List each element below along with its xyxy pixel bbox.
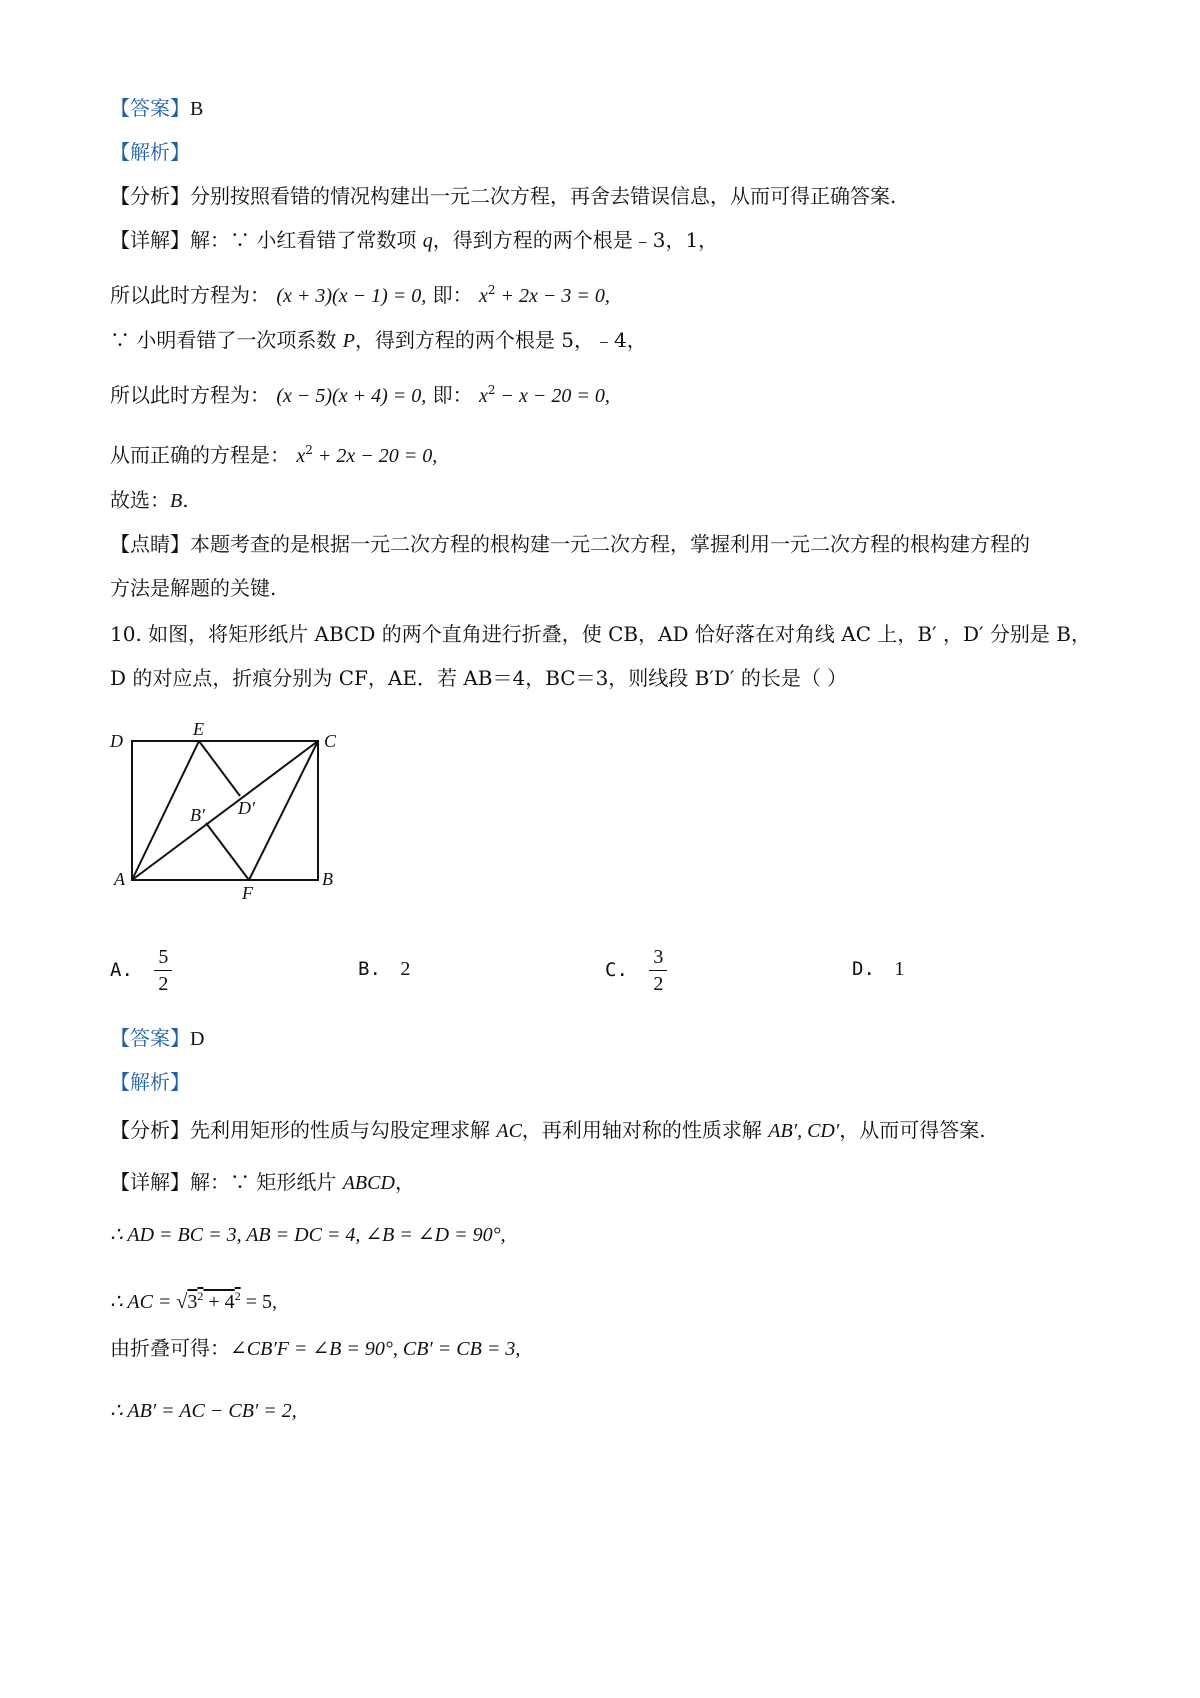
label-b: B (322, 869, 333, 889)
choice-a[interactable] (110, 944, 172, 997)
q10-step3-prefix: 由折叠可得： (110, 1336, 230, 1360)
choice-a-fraction (154, 944, 172, 997)
q10-stem-line-2 (110, 664, 847, 692)
q10-xiangjie-text: 解：∵ 矩形纸片 (190, 1170, 343, 1194)
q9-line3-text-1: ∵ 小明看错了一次项系数 (110, 328, 343, 352)
choice-d-letter: D. (852, 958, 875, 980)
segment-bf (206, 823, 249, 880)
q9-analysis-line (110, 138, 190, 166)
q10-step2-radicand (187, 1291, 240, 1313)
q10-step1 (110, 1220, 506, 1249)
q9-line5-eq-sup: 2 (305, 443, 313, 457)
q9-dianjing-line-2 (110, 574, 276, 602)
choice-b-letter: B. (358, 958, 381, 980)
q9-line4-eq2-a: x (478, 385, 488, 407)
q9-line6 (110, 486, 189, 515)
q9-line3-text-2: ，得到方程的两个根是 5，﹣4， (354, 328, 647, 352)
q9-var-p: P (342, 330, 355, 352)
q10-step4-eq: ∴ AB′ = AC − CB′ = 2, (110, 1400, 297, 1422)
crease-ae (132, 741, 199, 880)
q9-line2-prefix: 所以此时方程为： (110, 283, 270, 307)
q9-line5-eq-b: + 2x − 20 = 0, (312, 445, 438, 467)
q9-line2-mid: 即： (432, 283, 473, 307)
q9-line5-eq-a: x (296, 445, 306, 467)
q10-stem-2: D 的对应点，折痕分别为 CF，AE．若 AB＝4，BC＝3，则线段 B′D′ 的长是（ ） (110, 666, 848, 690)
fenxi-tag: 【分析】 (110, 1118, 190, 1142)
q9-line2-eq2-a: x (478, 285, 488, 307)
q10-answer-line (110, 1024, 204, 1053)
q9-fenxi-text: 分别按照看错的情况构建出一元二次方程，再舍去错误信息，从而可得正确答案. (190, 184, 897, 208)
q9-dianjing-text: 本题考查的是根据一元二次方程的根构建一元二次方程，掌握利用一元二次方程的根构建方程的 (190, 532, 1030, 556)
xiangjie-tag: 【详解】 (110, 228, 190, 252)
q10-xiangjie-line (110, 1168, 415, 1197)
choice-c[interactable] (605, 944, 667, 997)
q9-line4-eq2-b: − x − 20 = 0, (495, 385, 610, 407)
choice-d-value: 1 (894, 958, 905, 980)
q9-line2-eq2-sup: 2 (487, 283, 496, 297)
q10-step4 (110, 1396, 297, 1425)
label-c: C (324, 731, 337, 751)
label-a: A (114, 869, 125, 889)
segment-ed (199, 741, 240, 796)
analysis-tag: 【解析】 (110, 140, 190, 164)
q10-step2-sup1: 2 (197, 1289, 204, 1303)
q10-fenxi-text-3: ，从而可得答案. (839, 1118, 986, 1142)
crease-cf (249, 741, 318, 880)
q9-line6-var: B (170, 490, 183, 512)
q9-answer-line (110, 94, 203, 123)
choice-c-fraction (649, 944, 667, 997)
choice-c-den: 2 (653, 973, 664, 995)
q10-xiangjie-end: ， (394, 1170, 415, 1194)
answer-tag: 【答案】 (110, 96, 190, 120)
diagonal-ac (132, 741, 318, 880)
q9-xiangjie-text-2: ，得到方程的两个根是﹣3，1， (432, 228, 719, 252)
q10-step3 (110, 1334, 520, 1363)
q9-xiangjie-line (110, 226, 718, 255)
q10-fenxi-text-1: 先利用矩形的性质与勾股定理求解 (190, 1118, 497, 1142)
q10-step2-c: + 4 (203, 1291, 235, 1313)
q10-step2 (110, 1282, 277, 1316)
q10-figure (100, 715, 380, 915)
q10-step2-d: = 5, (240, 1291, 277, 1313)
label-d: D (110, 731, 123, 751)
q10-stem-line-1 (110, 620, 1091, 648)
q9-line5-prefix: 从而正确的方程是： (110, 443, 290, 467)
q10-analysis-line (110, 1068, 190, 1096)
q9-fenxi-line (110, 182, 896, 210)
q9-line2 (110, 276, 610, 310)
q9-line4-prefix: 所以此时方程为： (110, 383, 270, 407)
q9-line6-end: . (182, 488, 189, 512)
q10-step1-eq: ∴ AD = BC = 3, AB = DC = 4, ∠B = ∠D = 90°, (110, 1224, 506, 1246)
q9-answer-value: B (190, 98, 204, 120)
q9-line4 (110, 376, 610, 410)
choice-c-num: 3 (649, 944, 667, 971)
choice-a-num: 5 (154, 944, 172, 971)
choice-b[interactable] (358, 958, 410, 981)
q9-line2-eq2-b: + 2x − 3 = 0, (495, 285, 610, 307)
xiangjie-tag: 【详解】 (110, 1170, 190, 1194)
fenxi-tag: 【分析】 (110, 184, 190, 208)
q9-line4-eq1: (x − 5)(x + 4) = 0, (276, 385, 427, 407)
q9-line4-eq2-sup: 2 (487, 383, 496, 397)
answer-tag: 【答案】 (110, 1026, 190, 1050)
label-f: F (242, 883, 253, 903)
q9-dianjing-text-2: 方法是解题的关键. (110, 576, 277, 600)
q10-fenxi-ac: AC (496, 1120, 522, 1142)
choice-a-den: 2 (158, 973, 169, 995)
q9-line5 (110, 436, 437, 470)
choice-c-letter: C. (605, 959, 628, 981)
q10-fenxi-ab: AB′, CD′ (768, 1120, 840, 1142)
label-d-prime: D′ (238, 798, 255, 818)
q9-line3 (110, 326, 647, 355)
q10-xiangjie-abcd: ABCD (342, 1172, 395, 1194)
q10-answer-value: D (190, 1028, 205, 1050)
label-e: E (193, 719, 204, 739)
q10-step3-eq: ∠CB′F = ∠B = 90°, CB′ = CB = 3, (230, 1338, 521, 1360)
q9-dianjing-line (110, 530, 1030, 558)
choice-d[interactable] (852, 958, 904, 981)
q9-var-q: q (422, 230, 433, 252)
q9-xiangjie-text-1: 解：∵ 小红看错了常数项 (190, 228, 423, 252)
q9-line2-eq1: (x + 3)(x − 1) = 0, (276, 285, 427, 307)
q9-line4-mid: 即： (432, 383, 473, 407)
label-b-prime: B′ (190, 805, 205, 825)
q10-step2-sup2: 2 (234, 1289, 241, 1303)
choice-b-value: 2 (400, 958, 411, 980)
q10-stem-1: 10. 如图，将矩形纸片 ABCD 的两个直角进行折叠，使 CB，AD 恰好落在对角线 AC 上，B′ ，D′ 分别是 B， (110, 622, 1091, 646)
q9-line6-text: 故选： (110, 488, 170, 512)
choice-a-letter: A. (110, 959, 133, 981)
dianjing-tag: 【点睛】 (110, 532, 190, 556)
q10-step2-a: ∴ AC = √ (110, 1291, 188, 1313)
analysis-tag: 【解析】 (110, 1070, 190, 1094)
q10-fenxi-line (110, 1116, 986, 1145)
q10-fenxi-text-2: ，再利用轴对称的性质求解 (521, 1118, 769, 1142)
q10-step2-b: 3 (187, 1291, 198, 1313)
